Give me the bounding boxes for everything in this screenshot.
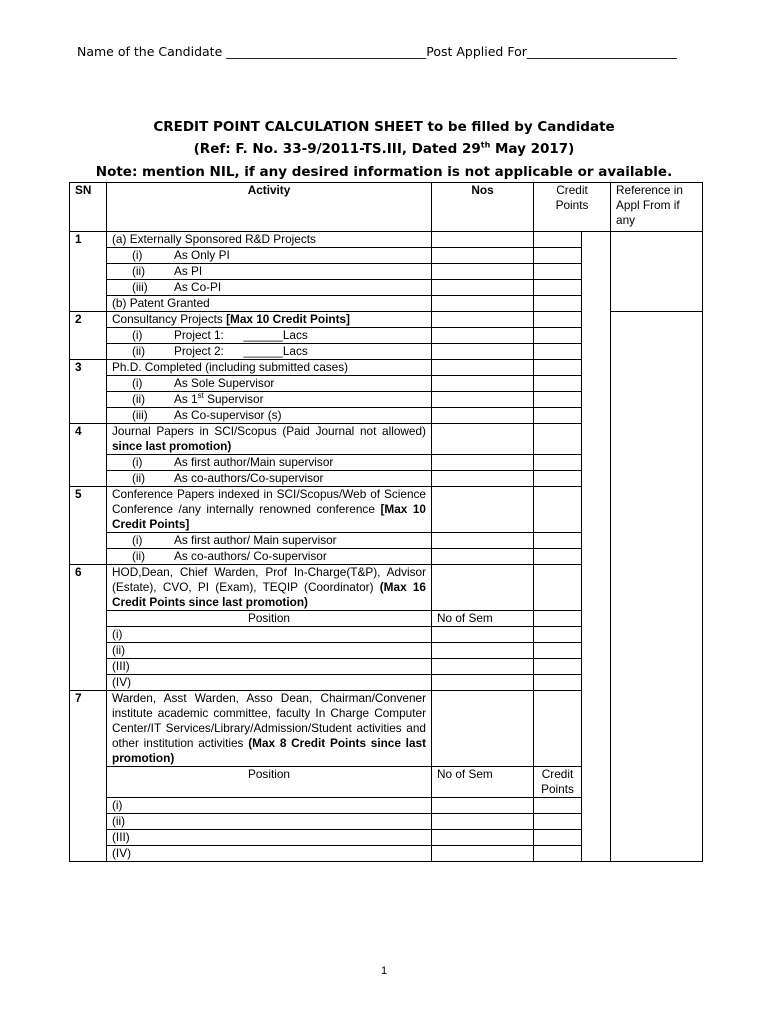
activity-cell: (iii) As Co-supervisor (s) (107, 408, 432, 424)
activity-cell: Ph.D. Completed (including submitted cases) (107, 360, 432, 376)
header-activity: Activity (107, 183, 432, 232)
credit-cell[interactable] (534, 691, 582, 767)
nos-cell[interactable] (432, 471, 534, 487)
no-sem-cell[interactable] (432, 659, 534, 675)
credit-cell[interactable] (534, 643, 582, 659)
position-cell: (i) (107, 798, 432, 814)
activity-cell: (ii) As PI (107, 264, 432, 280)
activity-cell: Consultancy Projects [Max 10 Credit Points] (107, 312, 432, 328)
nos-cell[interactable] (432, 424, 534, 455)
activity-cell: (i) As first author/Main supervisor (107, 455, 432, 471)
nos-cell[interactable] (432, 392, 534, 408)
activity-cell: (a) Externally Sponsored R&D Projects (107, 232, 432, 248)
activity-cell: HOD,Dean, Chief Warden, Prof In-Charge(T&P), Advisor (Estate), CVO, PI (Exam), TEQIP (Coordinator) (Max 16 Credit Points since last promotion) (107, 565, 432, 611)
nos-cell[interactable] (432, 691, 534, 767)
credit-cell[interactable] (534, 549, 582, 565)
nos-cell[interactable] (432, 360, 534, 376)
credit-cell[interactable] (534, 248, 582, 264)
reference-sup: th (480, 140, 491, 150)
activity-cell: Journal Papers in SCI/Scopus (Paid Journal not allowed) since last promotion) (107, 424, 432, 455)
position-cell: (i) (107, 627, 432, 643)
credit-sub-column (582, 232, 611, 862)
reference-line (0, 141, 768, 157)
table-header-row (70, 183, 703, 232)
no-sem-cell[interactable] (432, 814, 534, 830)
credit-cell[interactable] (534, 312, 582, 328)
credit-cell[interactable] (534, 376, 582, 392)
nos-cell[interactable] (432, 248, 534, 264)
note-line: Note: mention NIL, if any desired information is not applicable or available. (95, 164, 673, 180)
credit-cell[interactable] (534, 487, 582, 533)
header-sn: SN (70, 183, 107, 232)
sn-cell: 7 (70, 691, 107, 862)
reference-pre: (Ref: F. No. 33-9/2011-TS.III, Dated 29 (193, 141, 481, 157)
credit-points-header: Credit Points (534, 767, 582, 798)
sn-cell: 1 (70, 232, 107, 312)
reference-post: May 2017) (490, 141, 575, 157)
credit-cell[interactable] (534, 627, 582, 643)
credit-cell[interactable] (534, 846, 582, 862)
table-row (70, 232, 703, 248)
credit-cell[interactable] (534, 280, 582, 296)
credit-cell[interactable] (534, 455, 582, 471)
sn-cell: 2 (70, 312, 107, 360)
credit-cell[interactable] (534, 360, 582, 376)
nos-cell[interactable] (432, 376, 534, 392)
nos-cell[interactable] (432, 565, 534, 611)
nos-cell[interactable] (432, 280, 534, 296)
activity-cell: (ii) As 1st Supervisor (107, 392, 432, 408)
position-cell: (IV) (107, 675, 432, 691)
no-sem-cell[interactable] (432, 643, 534, 659)
activity-cell: (i) Project 1: ______Lacs (107, 328, 432, 344)
credit-cell[interactable] (534, 611, 582, 627)
nos-cell[interactable] (432, 487, 534, 533)
nos-cell[interactable] (432, 408, 534, 424)
credit-cell[interactable] (534, 830, 582, 846)
activity-cell: (ii) Project 2: ______Lacs (107, 344, 432, 360)
credit-cell[interactable] (534, 675, 582, 691)
nos-cell[interactable] (432, 455, 534, 471)
activity-cell: (i) As Only PI (107, 248, 432, 264)
sn-cell: 4 (70, 424, 107, 487)
position-cell: (ii) (107, 814, 432, 830)
activity-cell: (ii) As co-authors/ Co-supervisor (107, 549, 432, 565)
activity-cell: Warden, Asst Warden, Asso Dean, Chairman/Convener institute academic committee, faculty In Charge Computer Center/IT Services/Library/Admission/Student activities and other institution activities (Max 8 Credit Points since last promotion) (107, 691, 432, 767)
activity-cell: (ii) As co-authors/Co-supervisor (107, 471, 432, 487)
no-sem-cell[interactable] (432, 846, 534, 862)
credit-cell[interactable] (534, 344, 582, 360)
activity-cell: (i) As first author/ Main supervisor (107, 533, 432, 549)
credit-cell[interactable] (534, 408, 582, 424)
credit-cell[interactable] (534, 565, 582, 611)
position-cell: (ii) (107, 643, 432, 659)
position-cell: (III) (107, 659, 432, 675)
position-header: Position (107, 611, 432, 627)
sn-cell: 3 (70, 360, 107, 424)
activity-cell: (iii) As Co-PI (107, 280, 432, 296)
credit-cell[interactable] (534, 659, 582, 675)
sn-cell: 6 (70, 565, 107, 691)
nos-cell[interactable] (432, 296, 534, 312)
credit-cell[interactable] (534, 814, 582, 830)
no-sem-cell[interactable] (432, 830, 534, 846)
page-number: 1 (380, 965, 388, 977)
position-header: Position (107, 767, 432, 798)
no-sem-header: No of Sem (432, 611, 534, 627)
no-sem-cell[interactable] (432, 627, 534, 643)
nos-cell[interactable] (432, 533, 534, 549)
header-nos: Nos (432, 183, 534, 232)
candidate-header-line: Name of the Candidate ________________________________Post Applied For________________________ (77, 44, 677, 59)
credit-table (69, 182, 703, 862)
no-sem-cell[interactable] (432, 675, 534, 691)
no-sem-cell[interactable] (432, 798, 534, 814)
reference-cell[interactable] (611, 232, 703, 312)
credit-cell[interactable] (534, 424, 582, 455)
credit-cell[interactable] (534, 328, 582, 344)
credit-cell[interactable] (534, 264, 582, 280)
nos-cell[interactable] (432, 344, 534, 360)
nos-cell[interactable] (432, 232, 534, 248)
sn-cell: 5 (70, 487, 107, 565)
sheet-title: CREDIT POINT CALCULATION SHEET to be filled by Candidate (153, 119, 615, 135)
position-cell: (IV) (107, 846, 432, 862)
credit-cell[interactable] (534, 798, 582, 814)
credit-cell[interactable] (534, 533, 582, 549)
no-sem-header: No of Sem (432, 767, 534, 798)
credit-cell[interactable] (534, 296, 582, 312)
header-credit-points: Credit Points (534, 183, 611, 232)
nos-cell[interactable] (432, 328, 534, 344)
credit-cell[interactable] (534, 232, 582, 248)
activity-cell: Conference Papers indexed in SCI/Scopus/Web of Science Conference /any internally renowned conference [Max 10 Credit Points] (107, 487, 432, 533)
header-reference: Reference in Appl From if any (611, 183, 703, 232)
credit-cell[interactable] (534, 392, 582, 408)
activity-cell: (i) As Sole Supervisor (107, 376, 432, 392)
nos-cell[interactable] (432, 264, 534, 280)
position-cell: (III) (107, 830, 432, 846)
nos-cell[interactable] (432, 549, 534, 565)
nos-cell[interactable] (432, 312, 534, 328)
credit-cell[interactable] (534, 471, 582, 487)
reference-cell[interactable] (611, 312, 703, 862)
activity-cell: (b) Patent Granted (107, 296, 432, 312)
